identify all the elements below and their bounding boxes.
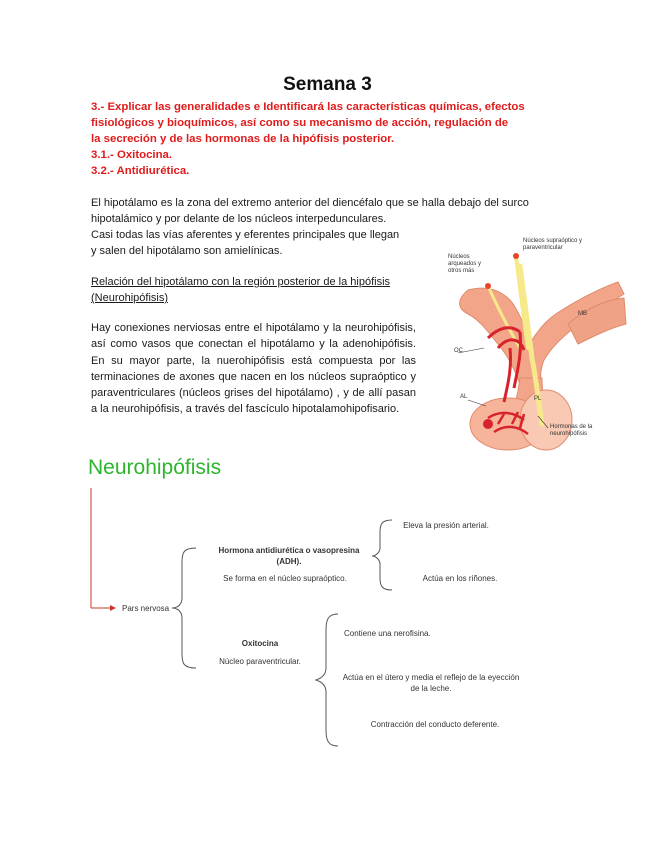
root-arrow-head <box>110 605 116 611</box>
relation-heading-line-2: (Neurohipófisis) <box>91 292 169 304</box>
adh-origin: Se forma en el núcleo supraóptico. <box>223 574 347 583</box>
objective-line-2: fisiológicos y bioquímicos, así como su mecanismo de acción, regulación de <box>91 117 509 129</box>
oxytocin-origin: Núcleo paraventricular. <box>219 657 301 666</box>
intro-line-1: El hipotálamo es la zona del extremo anterior del diencéfalo que se halla debajo del surco <box>91 197 529 209</box>
label-arcuate-nuclei: Núcleos arqueados y otros más <box>448 254 482 274</box>
label-oc: OC <box>454 348 463 354</box>
page-title: Semana 3 <box>283 74 372 95</box>
label-hormones: Hormonas de la neurohipófisis <box>550 424 593 437</box>
objective-line-3: la secreción y de las hormonas de la hipófisis posterior. <box>91 133 395 145</box>
intro-line-4: y salen del hipotálamo son amielínicas. <box>91 245 283 257</box>
objective-line-1: 3.- Explicar las generalidades e Identificará las características químicas, efectos <box>91 101 525 113</box>
objective-antidiuretic: 3.2.- Antidiurética. <box>91 165 190 177</box>
label-pl: PL <box>534 396 542 402</box>
oxytocin-effect-vas-deferens: Contracción del conducto deferente. <box>370 720 500 729</box>
relation-heading-line-1: Relación del hipotálamo con la región posterior de la hipófisis <box>91 276 391 288</box>
intro-line-2: hipotalámico y por delante de los núcleos interpedunculares. <box>91 213 387 225</box>
label-supraoptic-nuclei: Núcleos supraóptico y paraventricular <box>523 238 583 251</box>
adh-node: Hormona antidiurética o vasopresina (ADH). <box>218 546 360 566</box>
adh-effect-pressure: Eleva la presión arterial. <box>403 521 489 530</box>
oxytocin-effect-uterus: Actúa en el útero y media el reflejo de la eyección de la leche. <box>342 673 520 693</box>
pars-nervosa-node: Pars nervosa <box>122 604 170 613</box>
oxytocin-node: Oxitocina <box>241 639 279 648</box>
root-brace <box>172 548 196 668</box>
adh-effect-kidneys: Actúa en los riñones. <box>422 574 498 583</box>
label-al: AL <box>460 394 468 400</box>
neurohypophysis-title: Neurohipófisis <box>88 456 222 479</box>
adh-brace <box>372 520 392 590</box>
intro-line-3: Casi todas las vías aferentes y eferentes principales que llegan <box>91 229 400 241</box>
oxytocin-brace <box>316 614 338 746</box>
label-mb: MB <box>578 311 587 317</box>
objective-oxytocin: 3.1.- Oxitocina. <box>91 149 173 161</box>
oxytocin-effect-neurophysin: Contiene una nerofisina. <box>344 629 431 638</box>
connections-paragraph: Hay conexiones nerviosas entre el hipotálamo y la neurohipófisis, así como vasos que conectan el hipotálamo y la adenohipófisis. En su mayor parte, la nuerohipófisis está compuesta por las terminaciones de axones que nacen en los núcleos supraóptico y paraventriculares (núcleos grises del hipotálamo) , y de allí pasan a la neurohipófisis, a través del fascículo hipotalamohipofisario. <box>91 322 416 416</box>
